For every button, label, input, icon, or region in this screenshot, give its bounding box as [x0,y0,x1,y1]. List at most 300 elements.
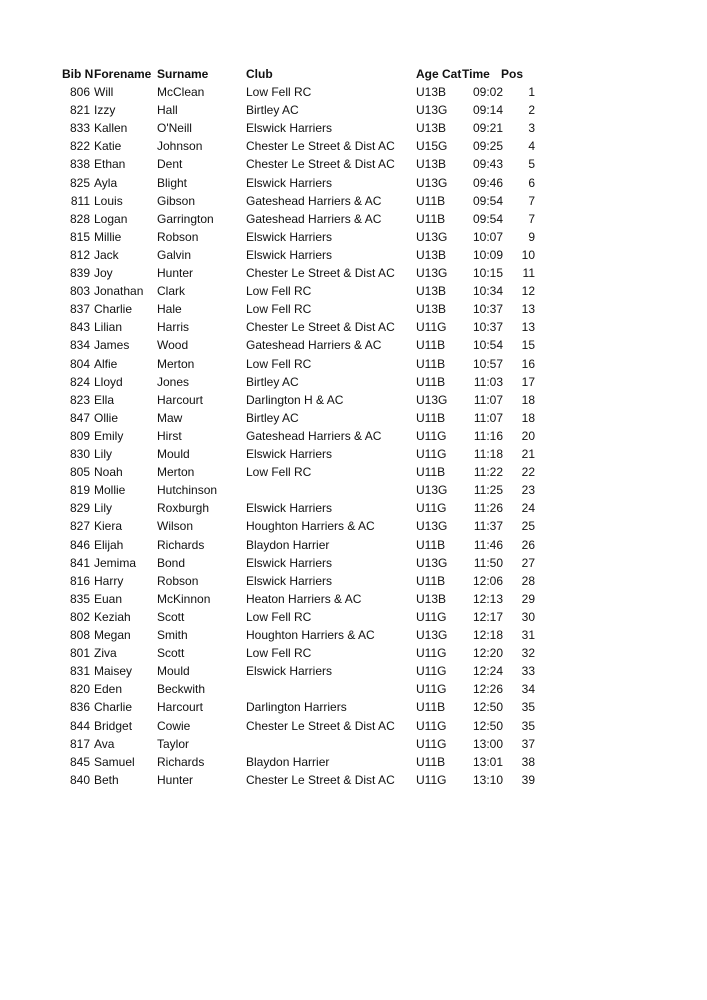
table-row [0,536,707,554]
table-row [0,137,707,155]
club-cell: Elswick Harriers [246,229,333,244]
club-cell: Birtley AC [246,410,299,425]
age-cat-cell: U13B [416,157,447,172]
header-age-cat: Age Cat [416,67,462,81]
age-cat-cell: U11G [416,772,447,787]
time-cell: 11:03 [473,374,503,389]
surname-cell: Merton [157,465,195,480]
pos-cell: 5 [528,157,535,172]
bib-cell: 838 [69,157,90,172]
club-cell: Low Fell RC [246,609,312,624]
surname-cell: Cowie [157,718,191,733]
age-cat-cell: U15G [416,139,448,154]
pos-cell: 7 [528,211,535,226]
time-cell: 09:25 [472,139,503,154]
bib-cell: 847 [69,410,90,425]
pos-cell: 9 [528,229,535,244]
forename-cell: Lily [94,501,113,516]
bib-cell: 834 [69,338,90,353]
table-row [0,318,707,336]
bib-cell: 824 [69,374,90,389]
age-cat-cell: U11B [416,211,446,226]
time-cell: 11:46 [473,537,503,552]
club-cell: Birtley AC [246,103,299,118]
club-cell: Elswick Harriers [246,447,333,461]
surname-cell: Gibson [157,193,196,208]
table-row [0,83,707,101]
bib-cell: 839 [69,266,90,280]
bib-cell: 846 [69,537,90,552]
age-cat-cell: U11G [416,428,447,443]
age-cat-cell: U11B [416,537,446,552]
time-cell: 10:37 [472,320,503,335]
forename-cell: Mollie [94,483,126,498]
age-cat-cell: U13B [416,121,447,136]
age-cat-cell: U13G [416,229,448,244]
forename-cell: Katie [94,139,122,154]
time-cell: 12:13 [472,591,503,606]
time-cell: 09:02 [472,85,503,99]
bib-cell: 817 [69,736,90,751]
age-cat-cell: U11B [416,356,446,371]
age-cat-cell: U13B [416,302,447,317]
age-cat-cell: U11G [416,646,447,661]
club-cell: Chester Le Street & Dist AC [246,772,395,787]
club-cell: Blaydon Harrier [246,537,330,552]
table-row [0,445,707,463]
club-cell: Chester Le Street & Dist AC [246,718,395,733]
table-row [0,409,707,427]
forename-cell: Maisey [94,664,133,679]
forename-cell: Louis [94,193,123,208]
forename-cell: Bridget [94,718,133,733]
table-row [0,753,707,771]
table-row [0,771,707,789]
pos-cell: 23 [521,483,535,498]
header-row [0,65,707,83]
age-cat-cell: U11G [416,736,447,751]
surname-cell: Clark [157,284,186,299]
pos-cell: 37 [521,736,535,751]
club-cell: Elswick Harriers [246,247,333,262]
pos-cell: 22 [521,465,535,480]
surname-cell: Bond [157,555,186,570]
time-cell: 11:18 [473,447,503,461]
surname-cell: Richards [157,754,205,769]
forename-cell: Ollie [94,410,119,425]
table-row [0,644,707,662]
table-row [0,499,707,517]
age-cat-cell: U13G [416,175,448,190]
forename-cell: Charlie [94,700,133,715]
table-row [0,119,707,137]
bib-cell: 819 [69,483,90,498]
bib-cell: 804 [69,356,90,371]
pos-cell: 24 [521,501,535,516]
club-cell: Chester Le Street & Dist AC [246,320,395,335]
pos-cell: 4 [528,139,535,154]
age-cat-cell: U13G [416,392,448,407]
club-cell [246,735,414,753]
pos-cell: 32 [521,646,535,661]
forename-cell: Jemima [94,555,137,570]
time-cell: 09:54 [472,211,503,226]
time-cell: 12:18 [472,628,503,642]
surname-cell: Blight [157,175,188,190]
club-cell: Elswick Harriers [246,664,333,679]
bib-cell: 833 [69,121,90,136]
surname-cell: Scott [157,609,185,624]
header-bib: Bib N [62,67,94,81]
surname-cell: Jones [157,374,190,389]
table-row [0,662,707,680]
age-cat-cell: U11G [416,320,447,335]
time-cell: 10:09 [472,247,503,262]
club-cell: Low Fell RC [246,646,312,661]
bib-cell: 805 [69,465,90,480]
bib-cell: 808 [69,628,90,642]
table-row [0,391,707,409]
age-cat-cell: U13G [416,266,448,280]
bib-cell: 827 [69,519,90,534]
pos-cell: 17 [521,374,535,389]
club-cell: Elswick Harriers [246,555,333,570]
bib-cell: 816 [69,573,90,588]
club-cell: Low Fell RC [246,356,312,371]
club-cell: Houghton Harriers & AC [246,628,375,642]
bib-cell: 803 [69,284,90,299]
age-cat-cell: U11G [416,609,447,624]
club-cell: Low Fell RC [246,465,312,480]
pos-cell: 15 [521,338,535,353]
forename-cell: Megan [94,628,131,642]
table-row [0,572,707,590]
pos-cell: 2 [528,103,535,118]
table-row [0,355,707,373]
forename-cell: Ethan [94,157,126,172]
table-row [0,174,707,192]
time-cell: 10:07 [472,229,503,244]
forename-cell: Harry [94,573,124,588]
time-cell: 10:15 [472,266,503,280]
age-cat-cell: U13B [416,591,447,606]
pos-cell: 13 [521,302,535,317]
pos-cell: 18 [521,392,535,407]
surname-cell: Hirst [157,428,182,443]
surname-cell: Richards [157,537,205,552]
bib-cell: 801 [69,646,90,661]
forename-cell: Charlie [94,302,133,317]
bib-cell: 811 [70,193,90,208]
age-cat-cell: U11B [416,573,446,588]
age-cat-cell: U11B [416,465,446,480]
pos-cell: 30 [521,609,535,624]
club-cell: Houghton Harriers & AC [246,519,375,534]
forename-cell: Lily [94,447,113,461]
time-cell: 11:37 [473,519,503,534]
surname-cell: Mould [157,664,190,679]
age-cat-cell: U11B [416,374,446,389]
header-club: Club [246,67,273,81]
time-cell: 13:10 [472,772,503,787]
club-cell: Low Fell RC [246,284,312,299]
surname-cell: Robson [157,229,199,244]
age-cat-cell: U13B [416,284,447,299]
pos-cell: 3 [528,121,535,136]
age-cat-cell: U13G [416,483,448,498]
forename-cell: Joy [94,266,113,280]
table-row [0,481,707,499]
table-row [0,336,707,354]
surname-cell: Dent [157,157,183,172]
surname-cell: Johnson [157,139,203,154]
pos-cell: 31 [521,628,535,642]
time-cell: 11:16 [473,428,503,443]
pos-cell: 39 [521,772,535,787]
club-cell: Low Fell RC [246,85,312,99]
surname-cell: Maw [157,410,183,425]
bib-cell: 821 [69,103,90,118]
table-row [0,626,707,644]
table-row [0,517,707,535]
club-cell: Elswick Harriers [246,501,333,516]
bib-cell: 843 [69,320,90,335]
forename-cell: Elijah [94,537,124,552]
bib-cell: 812 [69,247,90,262]
table-row [0,608,707,626]
age-cat-cell: U13G [416,103,448,118]
club-cell: Elswick Harriers [246,573,333,588]
bib-cell: 844 [69,718,90,733]
pos-cell: 13 [521,320,535,335]
club-cell [246,481,414,499]
time-cell: 11:25 [473,483,503,498]
forename-cell: Noah [94,465,123,480]
header-time: Time [462,67,490,81]
age-cat-cell: U13G [416,519,448,534]
time-cell: 11:07 [473,410,503,425]
forename-cell: Ella [94,392,115,407]
surname-cell: Harcourt [157,700,204,715]
pos-cell: 6 [528,175,535,190]
club-cell: Gateshead Harriers & AC [246,211,382,226]
age-cat-cell: U13G [416,628,448,642]
surname-cell: Merton [157,356,195,371]
club-cell: Blaydon Harrier [246,754,330,769]
header-pos: Pos [501,67,524,81]
pos-cell: 16 [521,356,535,371]
pos-cell: 35 [521,700,535,715]
forename-cell: Logan [94,211,128,226]
club-cell: Heaton Harriers & AC [246,591,362,606]
pos-cell: 38 [521,754,535,769]
pos-cell: 20 [521,428,535,443]
table-row [0,463,707,481]
club-cell: Chester Le Street & Dist AC [246,266,395,280]
forename-cell: Millie [94,229,122,244]
time-cell: 12:50 [472,700,503,715]
club-cell: Chester Le Street & Dist AC [246,139,395,154]
table-row [0,590,707,608]
pos-cell: 25 [521,519,535,534]
bib-cell: 822 [69,139,90,154]
bib-cell: 820 [69,682,90,697]
surname-cell: McClean [157,85,205,99]
surname-cell: Galvin [157,247,192,262]
bib-cell: 829 [69,501,90,516]
club-cell: Gateshead Harriers & AC [246,428,382,443]
pos-cell: 27 [521,555,535,570]
bib-cell: 823 [69,392,90,407]
club-cell: Elswick Harriers [246,121,333,136]
bib-cell: 806 [69,85,90,99]
bib-cell: 835 [69,591,90,606]
time-cell: 09:54 [472,193,503,208]
age-cat-cell: U13B [416,85,447,99]
surname-cell: Hutchinson [157,483,218,498]
age-cat-cell: U11G [416,501,447,516]
time-cell: 12:06 [472,573,503,588]
forename-cell: Beth [94,772,119,787]
forename-cell: Izzy [94,103,116,118]
bib-cell: 845 [69,754,90,769]
surname-cell: Wilson [157,519,194,534]
bib-cell: 836 [69,700,90,715]
surname-cell: Harcourt [157,392,204,407]
pos-cell: 35 [521,718,535,733]
forename-cell: Kallen [94,121,128,136]
bib-cell: 831 [69,664,90,679]
surname-cell: Hale [157,302,182,317]
surname-cell: Scott [157,646,185,661]
age-cat-cell: U11B [416,700,446,715]
time-cell: 10:37 [472,302,503,317]
pos-cell: 21 [521,447,535,461]
surname-cell: Garrington [157,211,214,226]
time-cell: 12:26 [472,682,503,697]
table-row [0,155,707,173]
pos-cell: 28 [521,573,535,588]
pos-cell: 26 [521,537,535,552]
bib-cell: 841 [69,555,90,570]
age-cat-cell: U13B [416,247,447,262]
table-row [0,282,707,300]
age-cat-cell: U11B [416,410,446,425]
table-row [0,373,707,391]
time-cell: 13:01 [472,754,503,769]
surname-cell: O'Neill [157,121,192,136]
table-row [0,246,707,264]
time-cell: 12:17 [472,609,503,624]
age-cat-cell: U11B [416,338,446,353]
forename-cell: Euan [94,591,123,606]
bib-cell: 830 [69,447,90,461]
pos-cell: 7 [528,193,535,208]
club-cell: Chester Le Street & Dist AC [246,157,395,172]
table-row [0,717,707,735]
header-surname: Surname [157,67,209,81]
club-cell: Gateshead Harriers & AC [246,193,382,208]
time-cell: 11:26 [473,501,503,516]
forename-cell: James [94,338,130,353]
table-row [0,698,707,716]
age-cat-cell: U11G [416,447,447,461]
bib-cell: 837 [69,302,90,317]
pos-cell: 33 [521,664,535,679]
forename-cell: Samuel [94,754,135,769]
surname-cell: Roxburgh [157,501,210,516]
time-cell: 11:22 [473,465,503,480]
time-cell: 12:50 [472,718,503,733]
age-cat-cell: U13G [416,555,448,570]
pos-cell: 1 [528,85,535,99]
table-row [0,101,707,119]
forename-cell: Keziah [94,609,131,624]
forename-cell: Eden [94,682,123,697]
forename-cell: Ziva [94,646,117,661]
bib-cell: 809 [69,428,90,443]
surname-cell: Hunter [157,772,194,787]
surname-cell: Hall [157,103,178,118]
club-cell: Gateshead Harriers & AC [246,338,382,353]
time-cell: 11:50 [473,555,503,570]
forename-cell: Will [94,85,114,99]
surname-cell: Smith [157,628,188,642]
forename-cell: Emily [94,428,124,443]
club-cell [246,680,414,698]
club-cell: Low Fell RC [246,302,312,317]
age-cat-cell: U11G [416,718,447,733]
club-cell: Birtley AC [246,374,299,389]
forename-cell: Jonathan [94,284,144,299]
bib-cell: 815 [69,229,90,244]
pos-cell: 10 [521,247,535,262]
time-cell: 10:57 [472,356,503,371]
club-cell: Elswick Harriers [246,175,333,190]
surname-cell: Harris [157,320,189,335]
pos-cell: 18 [521,410,535,425]
forename-cell: Jack [94,247,119,262]
bib-cell: 828 [69,211,90,226]
pos-cell: 34 [521,682,535,697]
age-cat-cell: U11B [416,193,446,208]
surname-cell: Wood [157,338,189,353]
surname-cell: McKinnon [157,591,211,606]
time-cell: 12:20 [472,646,503,661]
time-cell: 09:46 [472,175,503,190]
forename-cell: Lilian [94,320,123,335]
table-row [0,300,707,318]
pos-cell: 12 [521,284,535,299]
club-cell: Darlington Harriers [246,700,347,715]
time-cell: 11:07 [473,392,503,407]
table-row [0,192,707,210]
table-row [0,735,707,753]
table-row [0,228,707,246]
header-forename: Forename [94,67,152,81]
table-row [0,554,707,572]
table-row [0,264,707,282]
pos-cell: 29 [521,591,535,606]
time-cell: 09:14 [472,103,503,118]
forename-cell: Lloyd [94,374,123,389]
club-cell: Darlington H & AC [246,392,344,407]
time-cell: 12:24 [472,664,503,679]
bib-cell: 840 [69,772,90,787]
table-row [0,210,707,228]
surname-cell: Taylor [157,736,190,751]
bib-cell: 825 [69,175,90,190]
